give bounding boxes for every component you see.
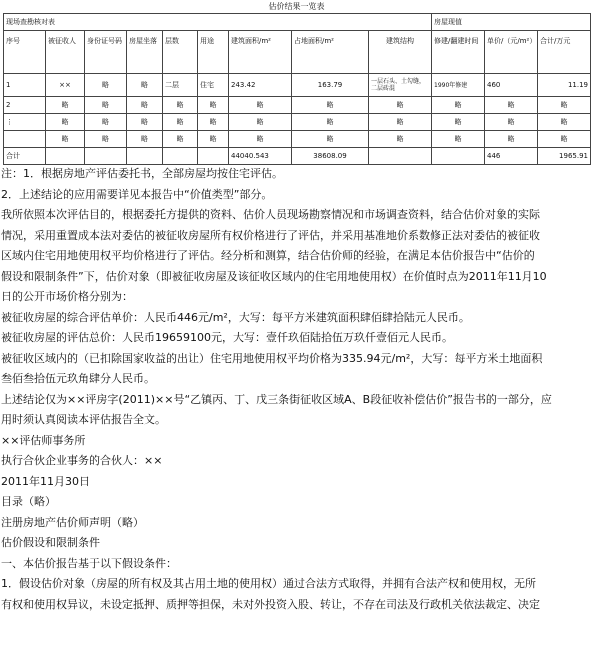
total-sum: 1965.91 [538, 148, 591, 165]
text-line: 注：1．根据房地产评估委托书，全部房屋均按住宅评估。 [1, 167, 283, 180]
header-cell: 占地面积/m² [292, 31, 369, 74]
table-cell: 略 [369, 131, 432, 148]
table-cell: 一层石头、土勾缝，二层砖混 [369, 74, 432, 97]
valuation-table [3, 13, 591, 165]
text-line: ××评估师事务所 [1, 433, 86, 447]
text-line: 被征收房屋的评估总价：人民币19659100元，大写：壹仟玖佰陆拾伍万玖仟壹佰元人民币。 [1, 331, 453, 344]
table-cell [369, 148, 432, 165]
table-cell [163, 148, 198, 165]
table-cell: 略 [229, 114, 292, 131]
header-cell: 房屋坐落 [127, 31, 163, 74]
table-cell: 略 [198, 97, 229, 114]
section-right: 房屋现值 [432, 14, 591, 31]
table-cell: 略 [369, 97, 432, 114]
total-land: 38608.09 [292, 148, 369, 165]
header-cell: 层数 [163, 31, 198, 74]
table-cell: 略 [85, 131, 127, 148]
table-cell: 略 [485, 131, 538, 148]
total-price: 446 [485, 148, 538, 165]
table-row [4, 114, 591, 131]
text-line: 1．假设估价对象（房屋的所有权及其占用土地的使用权）通过合法方式取得，并拥有合法产权和使用权，无所 [1, 577, 536, 590]
table-cell: 略 [292, 114, 369, 131]
table-cell [4, 131, 46, 148]
table-cell: 略 [46, 114, 85, 131]
table-cell: 略 [85, 114, 127, 131]
text-line: 注册房地产估价师声明（略） [1, 515, 144, 529]
text-line: 用时须认真阅读本评估报告全文。 [1, 413, 166, 426]
table-cell: 略 [432, 114, 485, 131]
table-row [4, 131, 591, 148]
table-cell: 略 [292, 97, 369, 114]
table-total-row [4, 148, 591, 165]
table-cell: 略 [85, 97, 127, 114]
table-cell: 略 [198, 131, 229, 148]
section-left: 现场查勘核对表 [4, 14, 432, 31]
text-line: 上述结论仅为××评房字(2011)××号“乙镇丙、丁、戊三条街征收区域A、B段征收补偿估价”报告书的一部分，应 [1, 392, 552, 406]
table-cell [127, 148, 163, 165]
table-cell: 略 [538, 114, 591, 131]
table-cell: 略 [538, 131, 591, 148]
report-body [1, 164, 591, 615]
table-cell: 11.19 [538, 74, 591, 97]
text-line: 我所依照本次评估目的，根据委托方提供的资料、估价人员现场勘察情况和市场调查资料，结合估价对象的实际 [1, 208, 540, 221]
text-line: 一、本估价报告基于以下假设条件： [1, 556, 177, 570]
header-cell: 用途 [198, 31, 229, 74]
header-cell: 身份证号码 [85, 31, 127, 74]
table-cell: 略 [229, 131, 292, 148]
table-cell: 略 [198, 114, 229, 131]
table-cell [46, 148, 85, 165]
table-cell: 略 [432, 131, 485, 148]
table-cell: 略 [163, 131, 198, 148]
table-cell: 略 [127, 131, 163, 148]
table-cell: 住宅 [198, 74, 229, 97]
header-cell: 建筑结构 [369, 31, 432, 74]
header-cell: 建筑面积/m² [229, 31, 292, 74]
table-cell: 略 [85, 74, 127, 97]
table-cell: 略 [432, 97, 485, 114]
table-section-row [4, 14, 591, 31]
table-row [4, 97, 591, 114]
table-cell [432, 148, 485, 165]
table-cell [85, 148, 127, 165]
table-row [4, 74, 591, 97]
table-title: 估价结果一览表 [268, 2, 325, 11]
table-cell [198, 148, 229, 165]
header-cell: 被征收人 [46, 31, 85, 74]
table-cell: 略 [46, 97, 85, 114]
table-cell: ⋮ [4, 114, 46, 131]
table-cell: 略 [292, 131, 369, 148]
table-cell: 略 [485, 97, 538, 114]
header-cell: 修建/翻建时间 [432, 31, 485, 74]
text-line: 估价假设和限制条件 [1, 536, 100, 549]
text-line: 情况，采用重置成本法对委估的被征收房屋所有权价格进行了评估，并采用基准地价系数修正法对委估的被征收 [1, 228, 540, 242]
table-cell: 1 [4, 74, 46, 97]
header-cell: 序号 [4, 31, 46, 74]
table-cell: ×× [46, 74, 85, 97]
text-line: 2．上述结论的应用需要详见本报告中“价值类型”部分。 [1, 187, 273, 201]
text-line: 有权和使用权异议，未设定抵押、质押等担保，未对外投资入股、转让，不存在司法及行政机关依法裁定、决定 [1, 597, 540, 611]
table-cell: 略 [46, 131, 85, 148]
table-cell: 略 [369, 114, 432, 131]
table-cell: 略 [163, 114, 198, 131]
total-area: 44040.543 [229, 148, 292, 165]
text-line: 2011年11月30日 [1, 474, 90, 488]
text-line: 被征收房屋的综合评估单价：人民币446元/m²，大写：每平方米建筑面积肆佰肆拾陆元人民币。 [1, 310, 470, 324]
table-cell: 略 [127, 114, 163, 131]
text-line: 目录（略） [1, 495, 56, 508]
text-line: 叁佰叁拾伍元玖角肆分人民币。 [1, 372, 155, 385]
text-line: 日的公开市场价格分别为： [1, 290, 133, 303]
table-cell: 243.42 [229, 74, 292, 97]
table-cell: 460 [485, 74, 538, 97]
total-label: 合计 [4, 148, 46, 165]
text-line: 被征收区域内的（已扣除国家收益的出让）住宅用地使用权平均价格为335.94元/m²，大写：每平方米土地面积 [1, 351, 543, 365]
text-line: 区域内住宅用地使用权平均价格进行了评估。经分析和测算，结合估价师的经验，在满足本估价报告中“估价的 [1, 249, 535, 262]
table-header-row [4, 31, 591, 74]
text-line: 执行合伙企业事务的合伙人：×× [1, 454, 163, 467]
table-cell: 略 [485, 114, 538, 131]
header-cell: 单价/（元/m²） [485, 31, 538, 74]
table-cell: 1990年修建 [432, 74, 485, 97]
table-cell: 略 [538, 97, 591, 114]
header-cell: 合计/万元 [538, 31, 591, 74]
text-line: 假设和限制条件”下，估价对象（即被征收房屋及该征收区域内的住宅用地使用权）在价值时点为2011年11月10 [1, 269, 547, 283]
table-cell: 略 [163, 97, 198, 114]
table-cell: 163.79 [292, 74, 369, 97]
table-cell: 略 [127, 74, 163, 97]
table-cell: 略 [127, 97, 163, 114]
table-cell: 二层 [163, 74, 198, 97]
table-cell: 2 [4, 97, 46, 114]
table-cell: 略 [229, 97, 292, 114]
